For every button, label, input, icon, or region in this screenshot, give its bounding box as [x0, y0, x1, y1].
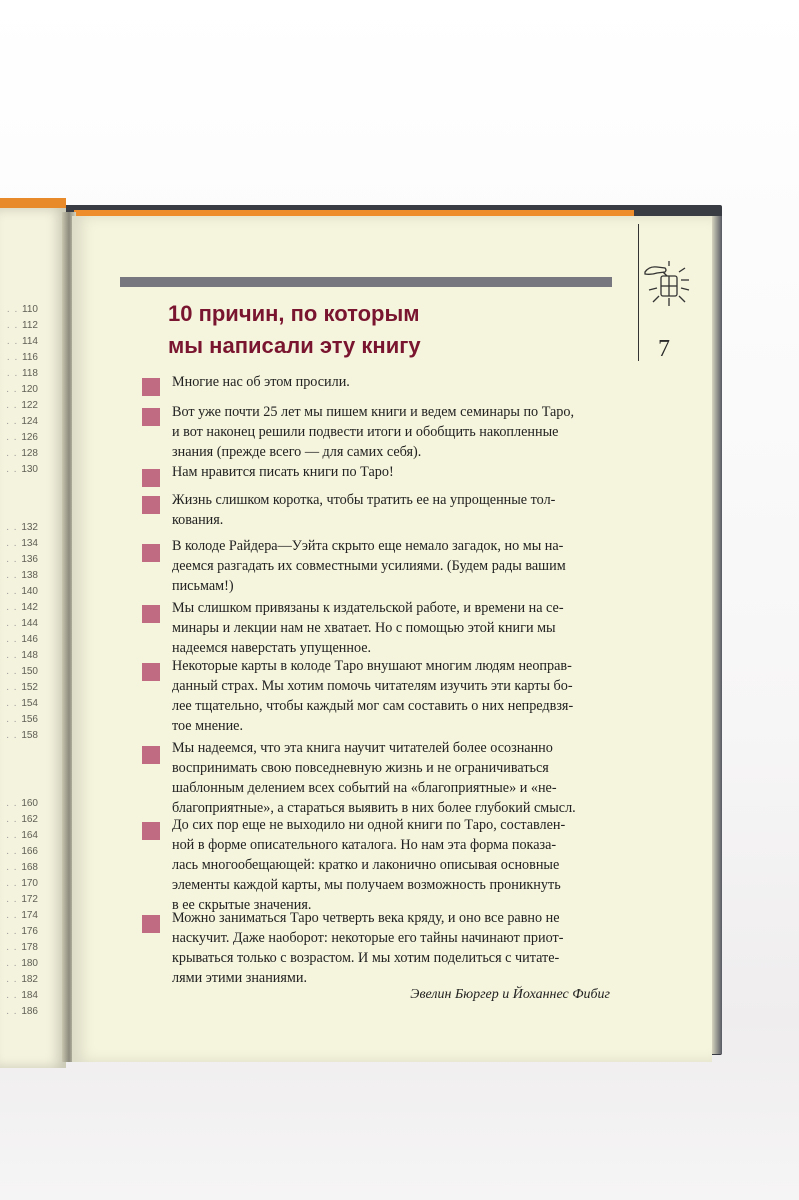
toc-page-number: . . 184 [6, 990, 38, 1001]
toc-page-number: . . 130 [6, 464, 38, 475]
reason-line: письмам!) [172, 578, 234, 594]
left-page [0, 208, 66, 1068]
toc-page-number: . . 166 [6, 846, 38, 857]
toc-page-number: . . 134 [6, 538, 38, 549]
reason-line: минары и лекции нам не хватает. Но с помощью этой книги мы [172, 620, 556, 636]
toc-page-number: . . 186 [6, 1006, 38, 1017]
chapter-title-line-2: мы написали эту книгу [168, 333, 421, 358]
reason-line: Мы надеемся, что эта книга научит читателей более осознанно [172, 740, 553, 756]
reason-line: лее тщательно, чтобы каждый мог сам составить о них непредвзя- [172, 698, 574, 714]
margin-rule [638, 224, 639, 361]
toc-page-number: . . 174 [6, 910, 38, 921]
reason-bullet [142, 746, 160, 764]
toc-page-number: . . 118 [6, 368, 38, 379]
toc-page-number: . . 158 [6, 730, 38, 741]
reason-text [172, 598, 612, 658]
authors-signature: Эвелин Бюргер и Йоханнес Фибиг [410, 987, 610, 1002]
toc-page-number: . . 172 [6, 894, 38, 905]
reason-text [172, 490, 612, 530]
chapter-title [168, 298, 608, 362]
reason-line: знания (прежде всего — для самих себя). [172, 444, 422, 460]
reason-bullet [142, 915, 160, 933]
reason-bullet [142, 469, 160, 487]
toc-page-number: . . 122 [6, 400, 38, 411]
reason-line: До сих пор еще не выходило ни одной книги по Таро, составлен- [172, 817, 566, 833]
reason-bullet [142, 663, 160, 681]
page-number: 7 [658, 336, 670, 362]
toc-page-number: . . 112 [6, 320, 38, 331]
toc-page-number: . . 110 [6, 304, 38, 315]
reason-bullet [142, 408, 160, 426]
toc-page-number: . . 170 [6, 878, 38, 889]
toc-page-number: . . 168 [6, 862, 38, 873]
reason-line: Можно заниматься Таро четверть века кряду, и оно все равно не [172, 910, 560, 926]
toc-page-number: . . 140 [6, 586, 38, 597]
toc-page-number: . . 126 [6, 432, 38, 443]
toc-page-number: . . 128 [6, 448, 38, 459]
reason-line: кования. [172, 512, 224, 528]
reason-line: надеемся наверстать упущенное. [172, 640, 372, 656]
reason-bullet [142, 496, 160, 514]
toc-page-number: . . 154 [6, 698, 38, 709]
toc-page-number: . . 176 [6, 926, 38, 937]
chapter-title-line-1: 10 причин, по которым [168, 301, 420, 326]
toc-page-number: . . 160 [6, 798, 38, 809]
reason-line: Многие нас об этом просили. [172, 374, 350, 390]
toc-page-number: . . 148 [6, 650, 38, 661]
reason-bullet [142, 378, 160, 396]
reason-text [172, 402, 612, 462]
reason-line: лями этими знаниями. [172, 970, 308, 986]
reason-line: деемся разгадать их совместными усилиями. (Будем рады вашим [172, 558, 566, 574]
reason-line: шаблонным делением всех событий на «благоприятные» и «не- [172, 780, 557, 796]
toc-page-number: . . 178 [6, 942, 38, 953]
reason-bullet [142, 544, 160, 562]
reason-text [172, 372, 612, 392]
reason-line: наскучит. Даже наоборот: некоторые его тайны начинают приот- [172, 930, 564, 946]
toc-page-number: . . 180 [6, 958, 38, 969]
reason-text [172, 656, 612, 736]
toc-page-number: . . 142 [6, 602, 38, 613]
reason-text [172, 536, 612, 596]
hand-lantern-icon [643, 258, 699, 318]
toc-page-number: . . 144 [6, 618, 38, 629]
reason-text [172, 462, 612, 482]
toc-page-number: . . 114 [6, 336, 38, 347]
reason-line: данный страх. Мы хотим помочь читателям изучить эти карты бо- [172, 678, 573, 694]
toc-page-number: . . 116 [6, 352, 38, 363]
reason-line: лась многообещающей: кратко и лаконично описывая основные [172, 857, 560, 873]
toc-page-number: . . 146 [6, 634, 38, 645]
reason-bullet [142, 822, 160, 840]
toc-page-number: . . 138 [6, 570, 38, 581]
toc-page-number: . . 120 [6, 384, 38, 395]
reason-line: и вот наконец решили подвести итоги и обобщить накопленные [172, 424, 559, 440]
page-edge [712, 216, 722, 1054]
reason-line: Нам нравится писать книги по Таро! [172, 464, 394, 480]
reason-line: крываться только с возрастом. И мы хотим поделиться с читате- [172, 950, 560, 966]
reason-text [172, 908, 612, 988]
reason-line: В колоде Райдера—Уэйта скрыто еще немало загадок, но мы на- [172, 538, 564, 554]
reason-line: ной в форме описательного каталога. Но нам эта форма показа- [172, 837, 557, 853]
reason-line: воспринимать свою повседневную жизнь и не ограничиваться [172, 760, 549, 776]
reason-line: в ее скрытые значения. [172, 897, 312, 913]
header-bar [120, 277, 612, 287]
toc-page-number: . . 132 [6, 522, 38, 533]
reason-bullet [142, 605, 160, 623]
reason-line: элементы каждой карты, мы получаем возможность проникнуть [172, 877, 561, 893]
reason-line: благоприятные», а стараться выявить в них более глубокий смысл. [172, 800, 576, 816]
reason-line: Жизнь слишком коротка, чтобы тратить ее на упрощенные тол- [172, 492, 556, 508]
toc-page-number: . . 152 [6, 682, 38, 693]
toc-page-number: . . 164 [6, 830, 38, 841]
reason-line: Мы слишком привязаны к издательской работе, и времени на се- [172, 600, 564, 616]
toc-page-number: . . 150 [6, 666, 38, 677]
reason-line: тое мнение. [172, 718, 244, 734]
reason-text [172, 738, 612, 818]
reason-line: Некоторые карты в колоде Таро внушают многим людям неоправ- [172, 658, 572, 674]
toc-page-number: . . 182 [6, 974, 38, 985]
toc-page-number: . . 156 [6, 714, 38, 725]
toc-page-number: . . 136 [6, 554, 38, 565]
reason-line: Вот уже почти 25 лет мы пишем книги и ведем семинары по Таро, [172, 404, 575, 420]
toc-page-number: . . 162 [6, 814, 38, 825]
toc-page-number: . . 124 [6, 416, 38, 427]
reason-text [172, 815, 612, 915]
